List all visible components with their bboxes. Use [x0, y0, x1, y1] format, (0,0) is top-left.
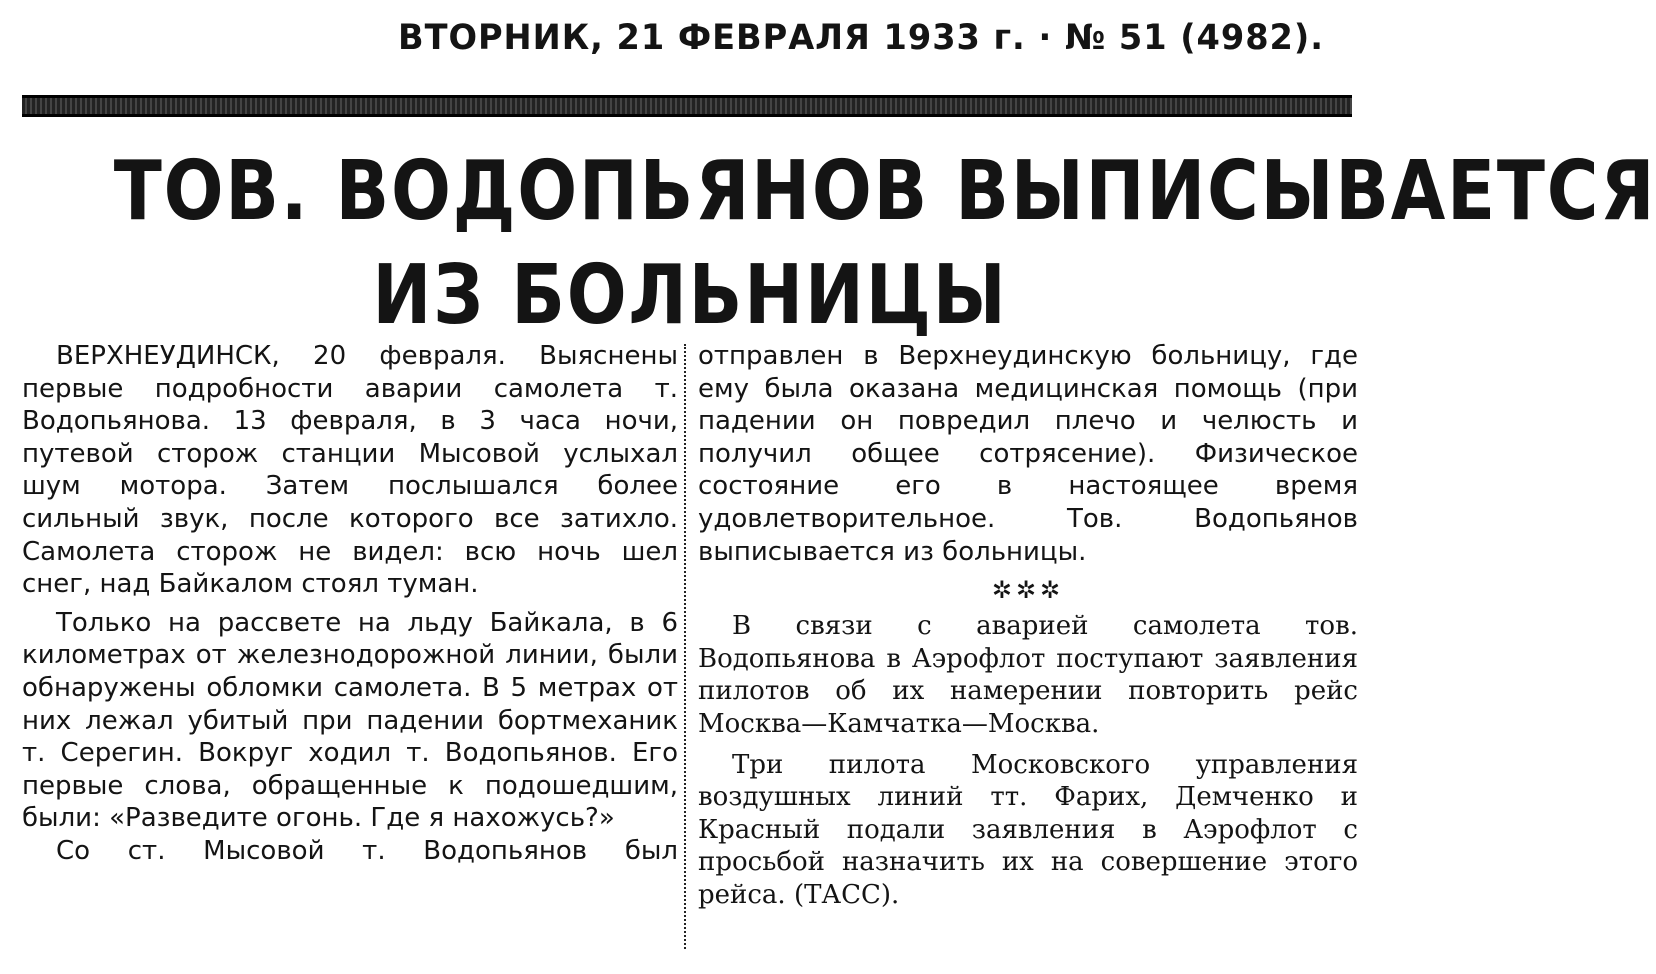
right-column — [698, 340, 1358, 912]
right-paragraph-1: отправлен в Верхнеудинскую больницу, где ему была оказана медицинская помощь (при падении он повредил плечо и челюсть и получил общее сотрясение). Физическое состояние его в настоящее время удовлетворительное. Тов. Водопьянов выписывается из больницы. — [698, 341, 1358, 567]
headline-line-1: ТОВ. ВОДОПЬЯНОВ ВЫПИСЫВАЕТСЯ — [113, 144, 1656, 239]
left-column — [22, 340, 678, 868]
right-paragraph-2: В связи с аварией самолета тов. Водопьянова в Аэрофлот поступают заявления пилотов об их намерении повторить рейс Москва—Камчатка—Москва. — [698, 611, 1358, 739]
section-separator: ✲✲✲ — [991, 576, 1065, 605]
header-rule — [22, 95, 1352, 117]
headline-line-2: ИЗ БОЛЬНИЦЫ — [372, 248, 1008, 343]
right-paragraph-3: Три пилота Московского управления воздушных линий тт. Фарих, Демченко и Красный подали заявления в Аэрофлот с просьбой назначить их на совершение этого рейса. (ТАСС). — [698, 749, 1358, 910]
column-divider — [684, 344, 686, 949]
article-headline — [113, 140, 1656, 348]
left-paragraph-1: ВЕРХНЕУДИНСК, 20 февраля. Выяснены первые подробности аварии самолета т. Водопьянова. 13 февраля, в 3 часа ночи, путевой сторож станции Мысовой услыхал шум мотора. Затем послышался более сильный звук, после которого все затихло. Самолета сторож не видел: всю ночь шел снег, над Байкалом стоял туман. — [22, 341, 678, 600]
left-paragraph-3: Со ст. Мысовой т. Водопьянов был — [56, 835, 678, 866]
left-paragraph-2: Только на рассвете на льду Байкала, в 6 километрах от железнодорожной линии, были обнаружены обломки самолета. В 5 метрах от них лежал убитый при падении бортмеханик т. Серегин. Вокруг ходил т. Водопьянов. Его первые слова, обращенные к подошедшим, были: «Разведите огонь. Где я нахожусь?» — [22, 607, 678, 834]
issue-dateline: ВТОРНИК, 21 ФЕВРАЛЯ 1933 г. · № 51 (4982). — [398, 18, 1324, 58]
